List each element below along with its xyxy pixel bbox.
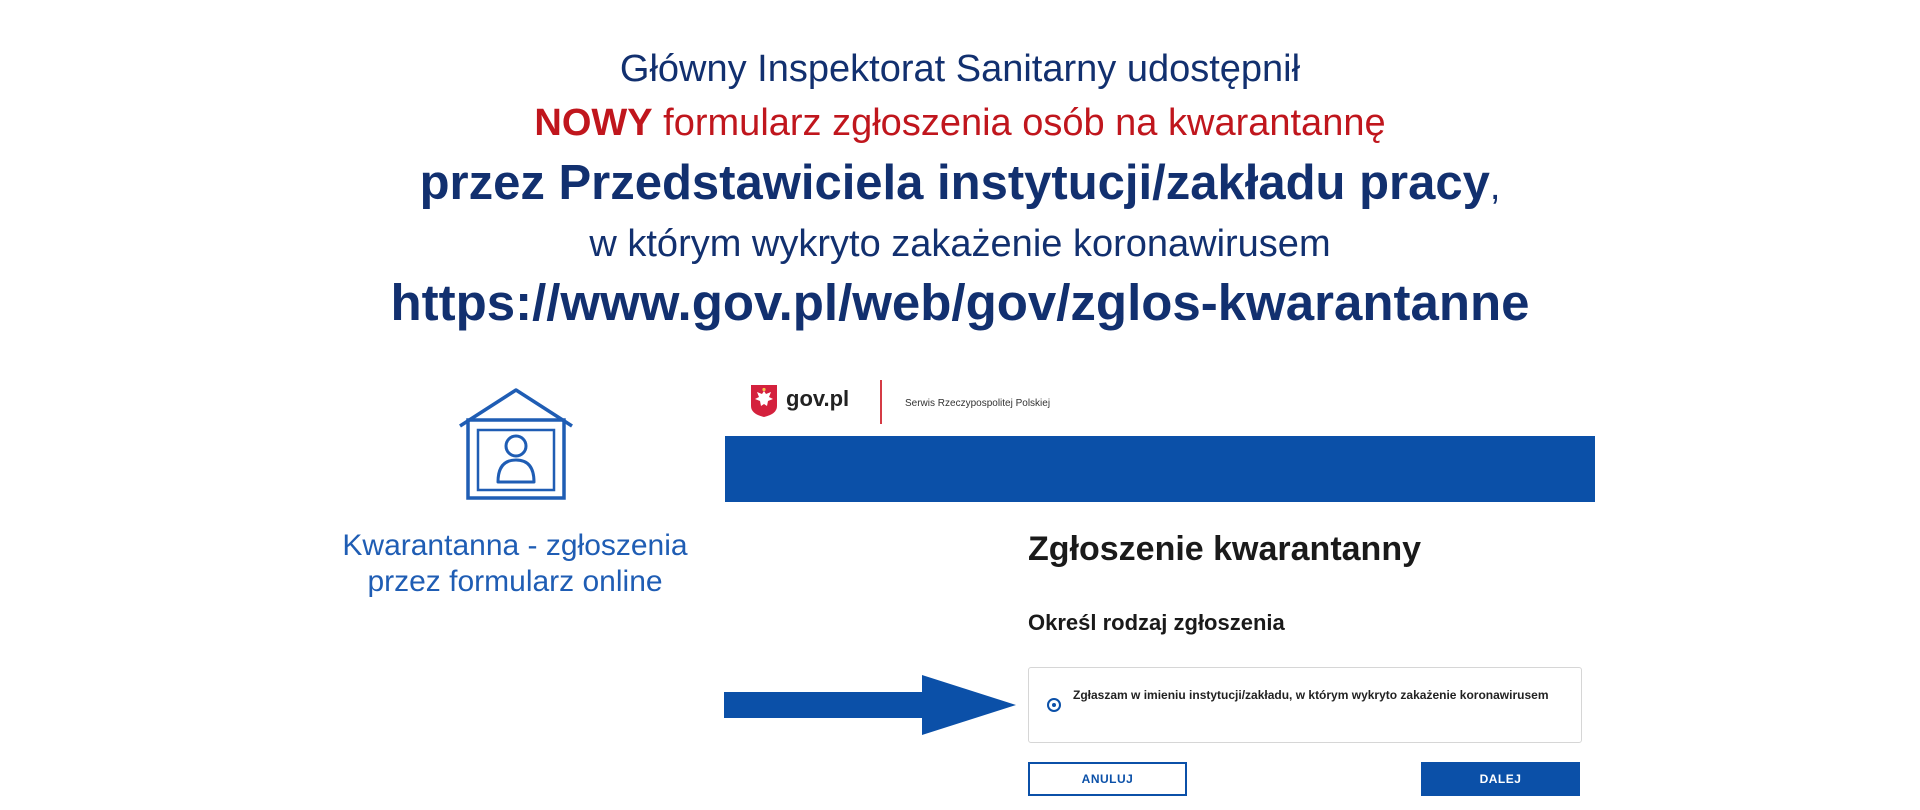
headline-line-3-comma: ,: [1489, 166, 1501, 208]
headline-line-2-text: formularz zgłoszenia osób na kwarantannę: [652, 102, 1386, 144]
headline-line-1: Główny Inspektorat Sanitarny udostępnił: [619, 48, 1301, 90]
form-title: Zgłoszenie kwarantanny: [1028, 530, 1421, 568]
tile-caption[interactable]: [320, 528, 710, 600]
report-type-option[interactable]: [1028, 667, 1582, 743]
report-type-option-label: Zgłaszam w imieniu instytucji/zakładu, w którym wykryto zakażenie koronawirusem: [1073, 688, 1549, 702]
gov-header: [725, 378, 1595, 434]
radio-selected-icon[interactable]: [1047, 698, 1061, 712]
polish-eagle-emblem-icon[interactable]: [750, 384, 778, 418]
headline-line-2: [0, 102, 1920, 145]
headline-url[interactable]: https://www.gov.pl/web/gov/zglos-kwarantanne: [390, 274, 1530, 331]
arrow-right-icon: [724, 675, 1016, 735]
headline-new-badge: NOWY: [534, 102, 653, 144]
tile-caption-line-1: Kwarantanna - zgłoszenia: [342, 529, 688, 562]
next-button[interactable]: DALEJ: [1421, 762, 1580, 796]
gov-tagline: Serwis Rzeczypospolitej Polskiej: [905, 398, 1051, 409]
headline-line-3: [0, 155, 1920, 211]
form-subtitle: Określ rodzaj zgłoszenia: [1028, 610, 1285, 635]
tile-caption-line-2: przez formularz online: [367, 565, 663, 598]
gov-banner: [725, 436, 1595, 502]
headline-line-4: w którym wykryto zakażenie koronawirusem: [589, 223, 1331, 265]
gov-header-divider: [880, 380, 882, 424]
house-person-icon: [456, 386, 576, 502]
cancel-button[interactable]: ANULUJ: [1028, 762, 1187, 796]
headline-line-3-text: przez Przedstawiciela instytucji/zakładu pracy: [419, 156, 1490, 210]
gov-logo-text[interactable]: gov.pl: [786, 386, 850, 411]
